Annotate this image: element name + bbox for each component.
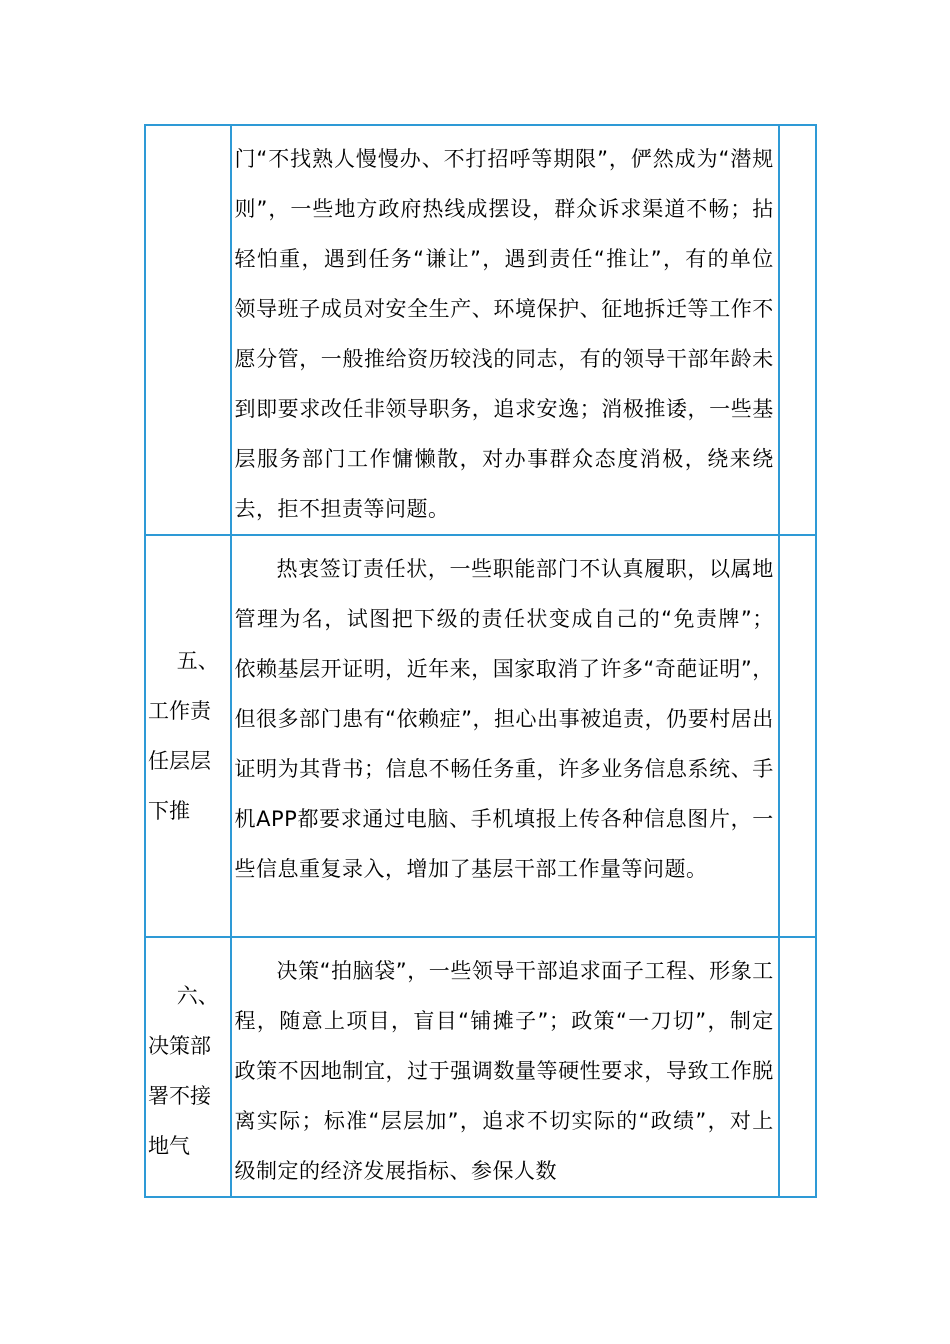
blank-cell xyxy=(779,535,816,937)
row-number: 五、 xyxy=(176,649,219,673)
row-label-cell xyxy=(145,937,231,1197)
blank-cell xyxy=(779,125,816,535)
row-content: 门“不找熟人慢慢办、不打招呼等期限”，俨然成为“潜规则”，一些地方政府热线成摆设，群众诉求渠道不畅；拈轻怕重，遇到任务“谦让”，遇到责任“推让”，有的单位领导班子成员对安全生产、环境保护、征地拆迁等工作不愿分管，一般推给资历较浅的同志，有的领导干部年龄未到即要求改任非领导职务，追求安逸；消极推诿，一些基层服务部门工作慵懒散，对办事群众态度消极，绕来绕去，拒不担责等问题。 xyxy=(234,147,774,521)
table-row xyxy=(145,535,816,937)
row-title: 决策部署不接地气 xyxy=(148,1034,211,1158)
row-label xyxy=(146,938,230,1171)
row-content-cell xyxy=(231,125,779,535)
row-content-cell xyxy=(231,535,779,937)
row-content-cell xyxy=(231,937,779,1197)
row-content: 热衷签订责任状，一些职能部门不认真履职，以属地管理为名，试图把下级的责任状变成自己的“免责牌”； 依赖基层开证明，近年来，国家取消了许多“奇葩证明”，但很多部门患有“依赖症”，担心出事被追责，仍要村居出证明为其背书；信息不畅任务重，许多业务信息系统、手机APP都要求通过电脑、手机填报上传各种信息图片，一些信息重复录入，增加了基层干部工作量等问题。 xyxy=(234,557,774,881)
row-label-cell xyxy=(145,125,231,535)
row-label xyxy=(146,636,230,836)
table-row xyxy=(145,125,816,535)
blank-cell xyxy=(779,937,816,1197)
document-table xyxy=(144,124,817,1198)
table-row xyxy=(145,937,816,1197)
row-number: 六、 xyxy=(176,984,219,1008)
row-title: 工作责任层层下推 xyxy=(148,699,211,823)
row-label-cell xyxy=(145,535,231,937)
row-content: 决策“拍脑袋”，一些领导干部追求面子工程、形象工程，随意上项目，盲目“铺摊子”；政策“一刀切”，制定政策不因地制宜，过于强调数量等硬性要求，导致工作脱离实际；标准“层层加”，追求不切实际的“政绩”，对上级制定的经济发展指标、参保人数 xyxy=(234,959,774,1183)
